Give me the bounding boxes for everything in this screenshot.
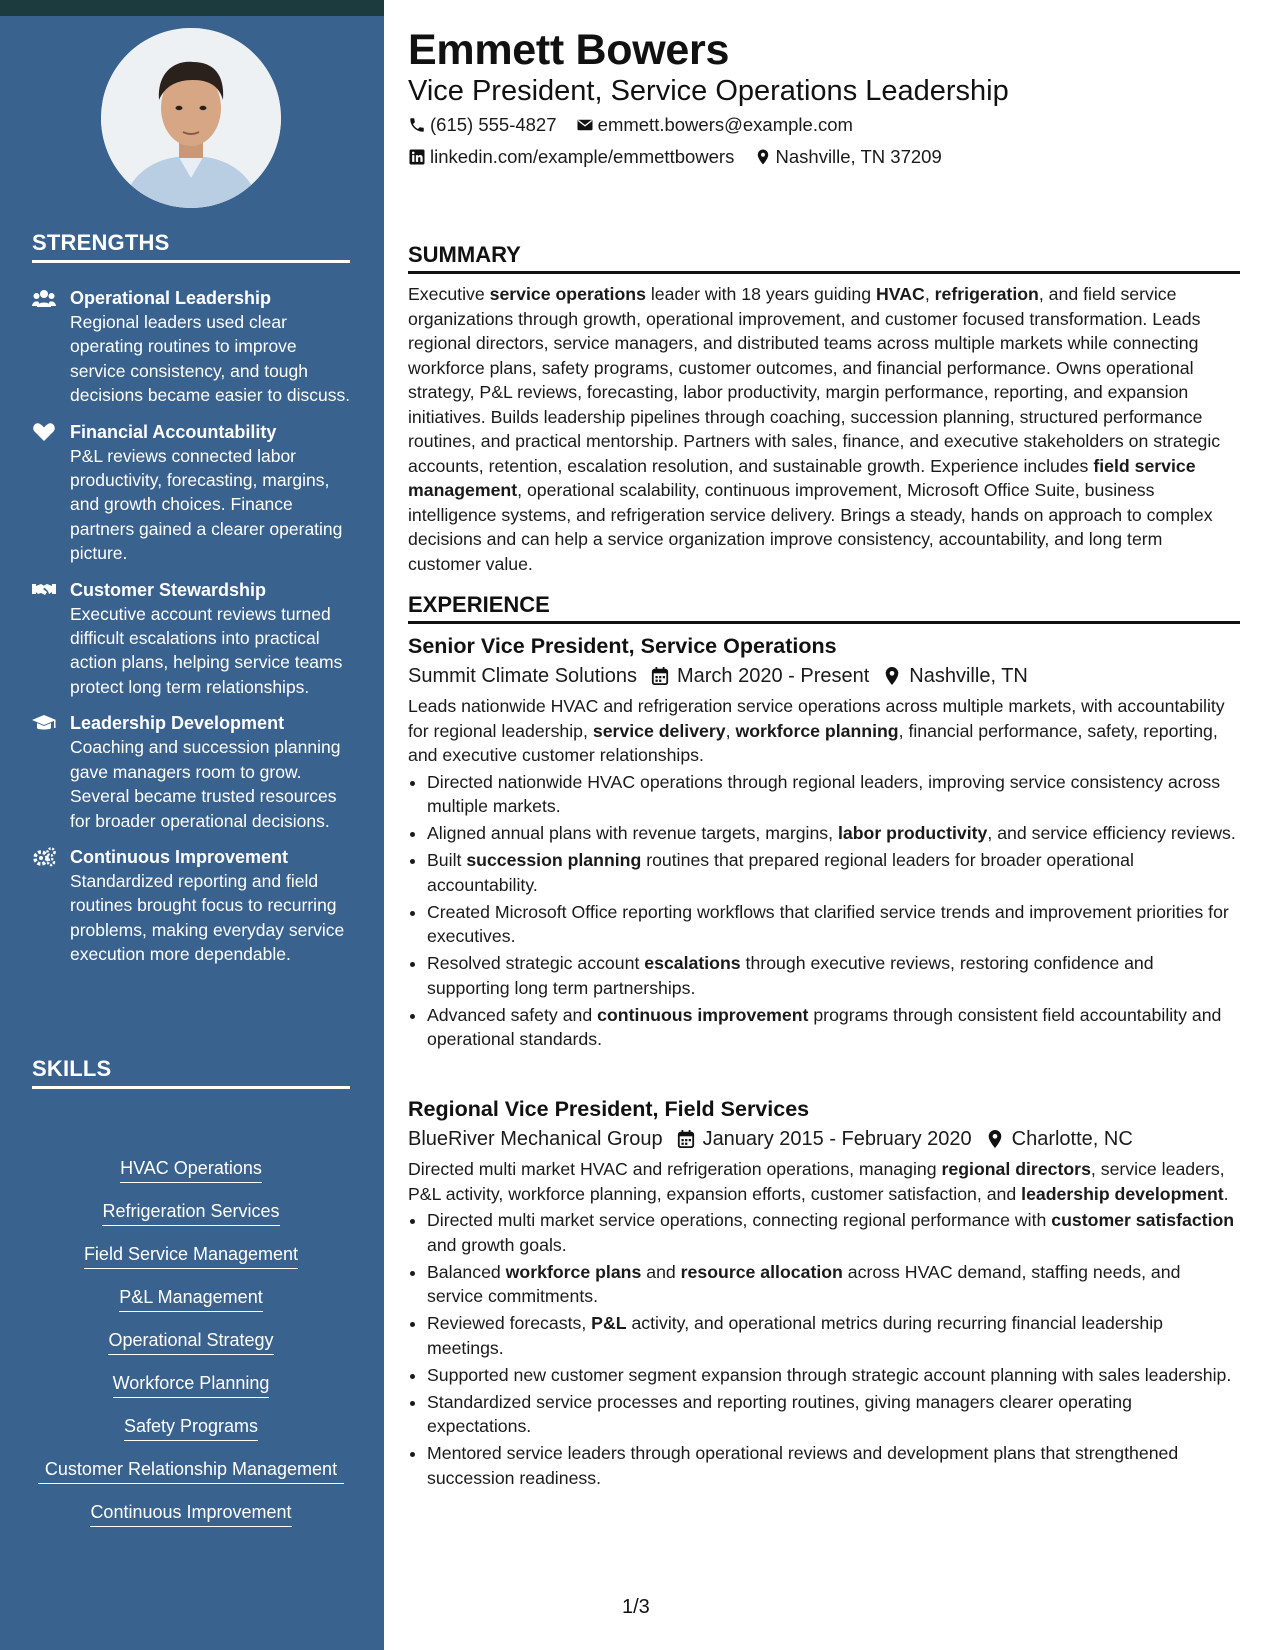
strength-description: Executive account reviews turned difficult escalations into practical action plans, helping service teams protect long term relationships. (70, 603, 343, 697)
strength-item (32, 711, 352, 833)
email-text[interactable]: emmett.bowers@example.com (597, 114, 853, 135)
bullet-item: • Directed nationwide HVAC operations through regional leaders, improving service consistency across multiple markets. (427, 770, 1240, 819)
sidebar-top-bar (0, 0, 384, 16)
skill-item: Refrigeration Services (102, 1199, 279, 1226)
job-title: Senior Vice President, Service Operations (408, 634, 837, 658)
skills-list (38, 1156, 344, 1543)
strength-title: Operational Leadership (70, 288, 272, 308)
strength-title: Leadership Development (70, 713, 285, 734)
bullet-item: • Created Microsoft Office reporting workflows that clarified service trends and improvement priorities for executives. (427, 900, 1240, 949)
map-pin-icon (754, 148, 772, 166)
job-dates: January 2015 - February 2020 (702, 1128, 972, 1150)
phone-icon (408, 116, 426, 134)
job-meta (408, 1124, 1240, 1154)
strength-item (32, 286, 352, 408)
strength-description: Regional leaders used clear operating routines to improve service consistency, and tough decisions became easier to discuss. (70, 312, 351, 406)
contact-linkedin[interactable] (408, 144, 734, 170)
company-name: Summit Climate Solutions (408, 665, 637, 687)
envelope-icon (576, 116, 594, 134)
bullet-item: • Balanced workforce plans and resource allocation across HVAC demand, staffing needs, and service commitments. (427, 1260, 1240, 1309)
users-icon (32, 288, 56, 308)
strength-title: Customer Stewardship (70, 579, 267, 600)
gears-icon (32, 847, 56, 867)
job-dates: March 2020 - Present (676, 665, 870, 687)
job-entry (408, 631, 1240, 1054)
bullet-item: • Directed multi market service operations, connecting regional performance with customer satisfaction and growth goals. (427, 1208, 1240, 1257)
bullet-item: • Resolved strategic account escalations through executive reviews, restoring confidence and supporting long term partnerships. (427, 951, 1240, 1000)
linkedin-icon (408, 148, 426, 166)
candidate-title: Vice President, Service Operations Leadership (408, 75, 1009, 107)
profile-photo (101, 28, 281, 208)
job-location: Charlotte, NC (1011, 1128, 1133, 1150)
calendar-icon (651, 666, 669, 686)
skill-item: Field Service Management (84, 1242, 298, 1269)
skills-heading: SKILLS (32, 1056, 350, 1089)
page-number: 1/3 (622, 1596, 650, 1618)
skill-item: Customer Relationship Management (38, 1457, 344, 1484)
strength-description: Coaching and succession planning gave managers room to grow. Several became trusted resources for broader operational decisions. (70, 737, 341, 831)
strength-description: P&L reviews connected labor productivity, forecasting, margins, and growth choices. Finance partners gained a clearer operating picture. (70, 445, 343, 564)
contact-row (408, 144, 956, 173)
job-title: Regional Vice President, Field Services (408, 1097, 810, 1121)
bullet-item: • Reviewed forecasts, P&L activity, and operational metrics during recurring financial leadership meetings. (427, 1311, 1240, 1360)
graduation-cap-icon (32, 713, 56, 733)
strength-item (32, 578, 352, 700)
skill-item: P&L Management (119, 1285, 262, 1312)
job-bullets (408, 1208, 1240, 1490)
strengths-list (32, 286, 352, 979)
bullet-item: • Supported new customer segment expansion through strategic account planning with sales leadership. (427, 1363, 1240, 1388)
portrait-illustration (101, 28, 281, 208)
bullet-item: • Mentored service leaders through operational reviews and development plans that strengthened succession readiness. (427, 1441, 1240, 1490)
bullet-item: • Standardized service processes and reporting routines, giving managers clearer operating expectations. (427, 1390, 1240, 1439)
contact-row (408, 112, 867, 141)
sidebar (0, 16, 384, 1650)
bullet-item: • Built succession planning routines that prepared regional leaders for broader operational accountability. (427, 848, 1240, 897)
experience-heading: EXPERIENCE (408, 592, 1240, 624)
linkedin-text[interactable]: linkedin.com/example/emmettbowers (430, 146, 735, 167)
job-entry (408, 1094, 1240, 1493)
candidate-name: Emmett Bowers (408, 26, 730, 74)
job-location: Nashville, TN (909, 665, 1028, 687)
map-pin-icon (986, 1129, 1004, 1149)
skill-item: Continuous Improvement (90, 1500, 291, 1527)
handshake-icon (32, 580, 56, 600)
contact-location (754, 144, 942, 170)
phone-text: (615) 555-4827 (430, 114, 557, 135)
summary-text: Executive service operations leader with 18 years guiding HVAC, refrigeration, and field service organizations through growth, operational improvement, and customer focused transformation. Leads regional directors, service managers, and distributed teams across multiple markets while connecting workforce plans, safety programs, customer outcomes, and financial performance. Owns operational strategy, P&L reviews, forecasting, labor productivity, margin performance, reporting, and expansion initiatives. Builds leadership pipelines through coaching, succession planning, structured performance routines, and practical mentorship. Partners with sales, finance, and executive stakeholders on strategic accounts, retention, escalation resolution, and sustainable growth. Experience includes field service management, operational scalability, continuous improvement, Microsoft Office Suite, business intelligence systems, and refrigeration service delivery. Brings a steady, hands on approach to complex decisions and can help a service organization improve consistency, accountability, and long term customer value. (408, 284, 1221, 574)
contact-email[interactable] (576, 112, 853, 138)
strengths-heading: STRENGTHS (32, 230, 350, 263)
summary-heading: SUMMARY (408, 242, 1240, 274)
calendar-icon (677, 1129, 695, 1149)
job-description: Leads nationwide HVAC and refrigeration service operations across multiple markets, with accountability for regional leadership, service delivery, workforce planning, financial performance, safety, reporting, and executive customer relationships. (408, 696, 1225, 765)
job-meta (408, 661, 1240, 691)
location-text: Nashville, TN 37209 (775, 146, 942, 167)
skill-item: Operational Strategy (108, 1328, 273, 1355)
strength-item (32, 845, 352, 967)
contact-phone (408, 112, 557, 138)
job-bullets (408, 770, 1240, 1052)
skill-item: HVAC Operations (120, 1156, 262, 1183)
company-name: BlueRiver Mechanical Group (408, 1128, 663, 1150)
strength-description: Standardized reporting and field routines brought focus to recurring problems, making everyday service execution more dependable. (70, 870, 345, 965)
strength-item (32, 420, 352, 566)
strength-title: Continuous Improvement (70, 846, 289, 867)
bullet-item: • Aligned annual plans with revenue targets, margins, labor productivity, and service efficiency reviews. (427, 821, 1240, 846)
skill-item: Workforce Planning (113, 1371, 270, 1398)
strength-title: Financial Accountability (70, 421, 277, 442)
bullet-item: • Advanced safety and continuous improvement programs through consistent field accountability and operational standards. (427, 1003, 1240, 1052)
heart-icon (32, 422, 56, 442)
map-pin-icon (883, 666, 901, 686)
job-description: Directed multi market HVAC and refrigeration operations, managing regional directors, service leaders, P&L activity, workforce planning, expansion efforts, customer satisfaction, and leadership development. (408, 1159, 1229, 1204)
skill-item: Safety Programs (124, 1414, 258, 1441)
